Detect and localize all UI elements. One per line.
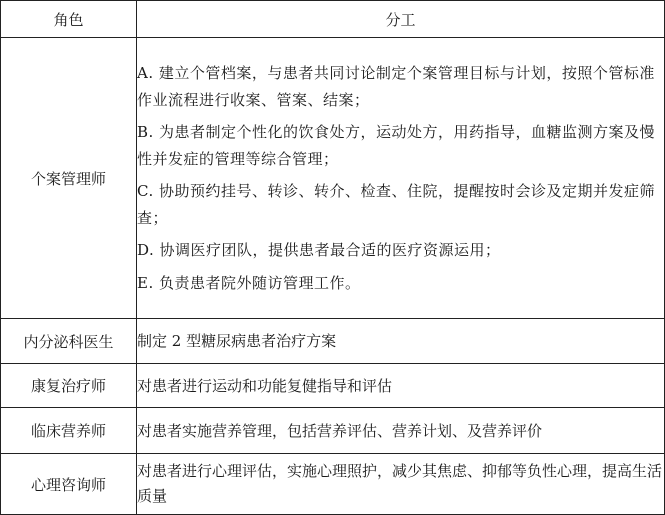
table-header-row: [1, 1, 665, 38]
duty-item: E. 负责患者院外随访管理工作。: [137, 273, 361, 292]
duty-item: A. 建立个管档案，与患者共同讨论制定个案管理目标与计划，按照个管标准作业流程进行收案、管案、结案；: [137, 64, 655, 109]
role-cell: 个案管理师: [1, 38, 137, 319]
table-row: [1, 454, 665, 515]
duty-item: D. 协调医疗团队，提供患者最合适的医疗资源运用；: [137, 241, 501, 259]
table-row: [1, 38, 665, 319]
duty-cell: 对患者实施营养管理，包括营养评估、营养计划、及营养评价: [137, 408, 665, 454]
duty-item: C. 协助预约挂号、转诊、转介、检查、住院，提醒按时会诊及定期并发症筛查；: [137, 182, 655, 227]
duty-cell: 制定 2 型糖尿病患者治疗方案: [137, 319, 665, 364]
header-role: 角色: [1, 1, 137, 38]
role-cell: 心理咨询师: [1, 454, 137, 515]
role-cell: 内分泌科医生: [1, 319, 137, 364]
header-duty: 分工: [137, 1, 665, 38]
role-cell: 康复治疗师: [1, 364, 137, 408]
table-row: [1, 364, 665, 408]
role-cell: 临床营养师: [1, 408, 137, 454]
duty-item: B. 为患者制定个性化的饮食处方，运动处方，用药指导，血糖监测方案及慢性并发症的管理等综合管理；: [137, 123, 656, 168]
table-row: [1, 319, 665, 364]
duty-list-cell: [137, 38, 665, 319]
duty-cell: 对患者进行运动和功能复健指导和评估: [137, 364, 665, 408]
table-row: [1, 408, 665, 454]
duty-cell: 对患者进行心理评估，实施心理照护，减少其焦虑、抑郁等负性心理，提高生活质量: [137, 454, 665, 515]
